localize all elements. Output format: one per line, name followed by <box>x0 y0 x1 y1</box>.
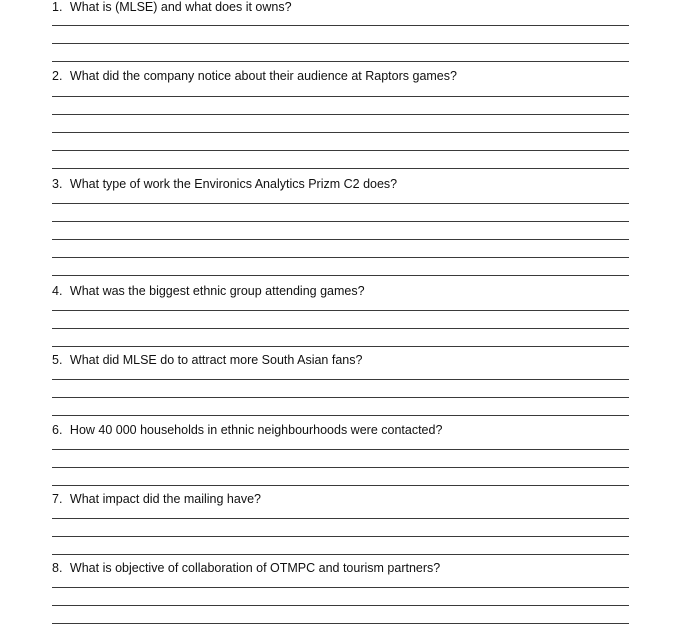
question-number: 2. <box>52 69 63 83</box>
question-text: What was the biggest ethnic group attending games? <box>69 284 365 298</box>
answer-line[interactable] <box>52 257 629 258</box>
answer-line[interactable] <box>52 150 629 151</box>
answer-line[interactable] <box>52 485 629 486</box>
question-number: 5. <box>52 353 63 367</box>
answer-line[interactable] <box>52 554 629 555</box>
answer-line[interactable] <box>52 310 629 311</box>
answer-line[interactable] <box>52 114 629 115</box>
answer-line[interactable] <box>52 61 629 62</box>
question-5 <box>52 353 362 367</box>
question-text: What impact did the mailing have? <box>69 492 261 506</box>
answer-line[interactable] <box>52 536 629 537</box>
answer-line[interactable] <box>52 397 629 398</box>
answer-line[interactable] <box>52 518 629 519</box>
question-text: What did the company notice about their audience at Raptors games? <box>69 69 457 83</box>
question-number: 7. <box>52 492 63 506</box>
answer-line[interactable] <box>52 467 629 468</box>
question-text: How 40 000 households in ethnic neighbourhoods were contacted? <box>69 423 443 437</box>
answer-line[interactable] <box>52 605 629 606</box>
answer-line[interactable] <box>52 587 629 588</box>
question-6 <box>52 423 442 437</box>
question-text: What is (MLSE) and what does it owns? <box>69 0 292 14</box>
question-number: 3. <box>52 177 63 191</box>
answer-line[interactable] <box>52 132 629 133</box>
question-7 <box>52 492 261 506</box>
answer-line[interactable] <box>52 346 629 347</box>
question-text: What type of work the Environics Analytics Prizm C2 does? <box>69 177 398 191</box>
answer-line[interactable] <box>52 43 629 44</box>
answer-line[interactable] <box>52 415 629 416</box>
answer-line[interactable] <box>52 328 629 329</box>
answer-line[interactable] <box>52 239 629 240</box>
question-4 <box>52 284 365 298</box>
question-number: 1. <box>52 0 63 14</box>
answer-line[interactable] <box>52 221 629 222</box>
question-number: 4. <box>52 284 63 298</box>
answer-line[interactable] <box>52 168 629 169</box>
question-3 <box>52 177 397 191</box>
question-2 <box>52 69 457 83</box>
question-text: What did MLSE do to attract more South Asian fans? <box>69 353 363 367</box>
answer-line[interactable] <box>52 449 629 450</box>
answer-line[interactable] <box>52 96 629 97</box>
question-8 <box>52 561 440 575</box>
question-number: 8. <box>52 561 63 575</box>
answer-line[interactable] <box>52 379 629 380</box>
question-number: 6. <box>52 423 63 437</box>
answer-line[interactable] <box>52 623 629 624</box>
question-text: What is objective of collaboration of OTMPC and tourism partners? <box>69 561 441 575</box>
answer-line[interactable] <box>52 203 629 204</box>
question-1 <box>52 0 292 14</box>
answer-line[interactable] <box>52 25 629 26</box>
answer-line[interactable] <box>52 275 629 276</box>
